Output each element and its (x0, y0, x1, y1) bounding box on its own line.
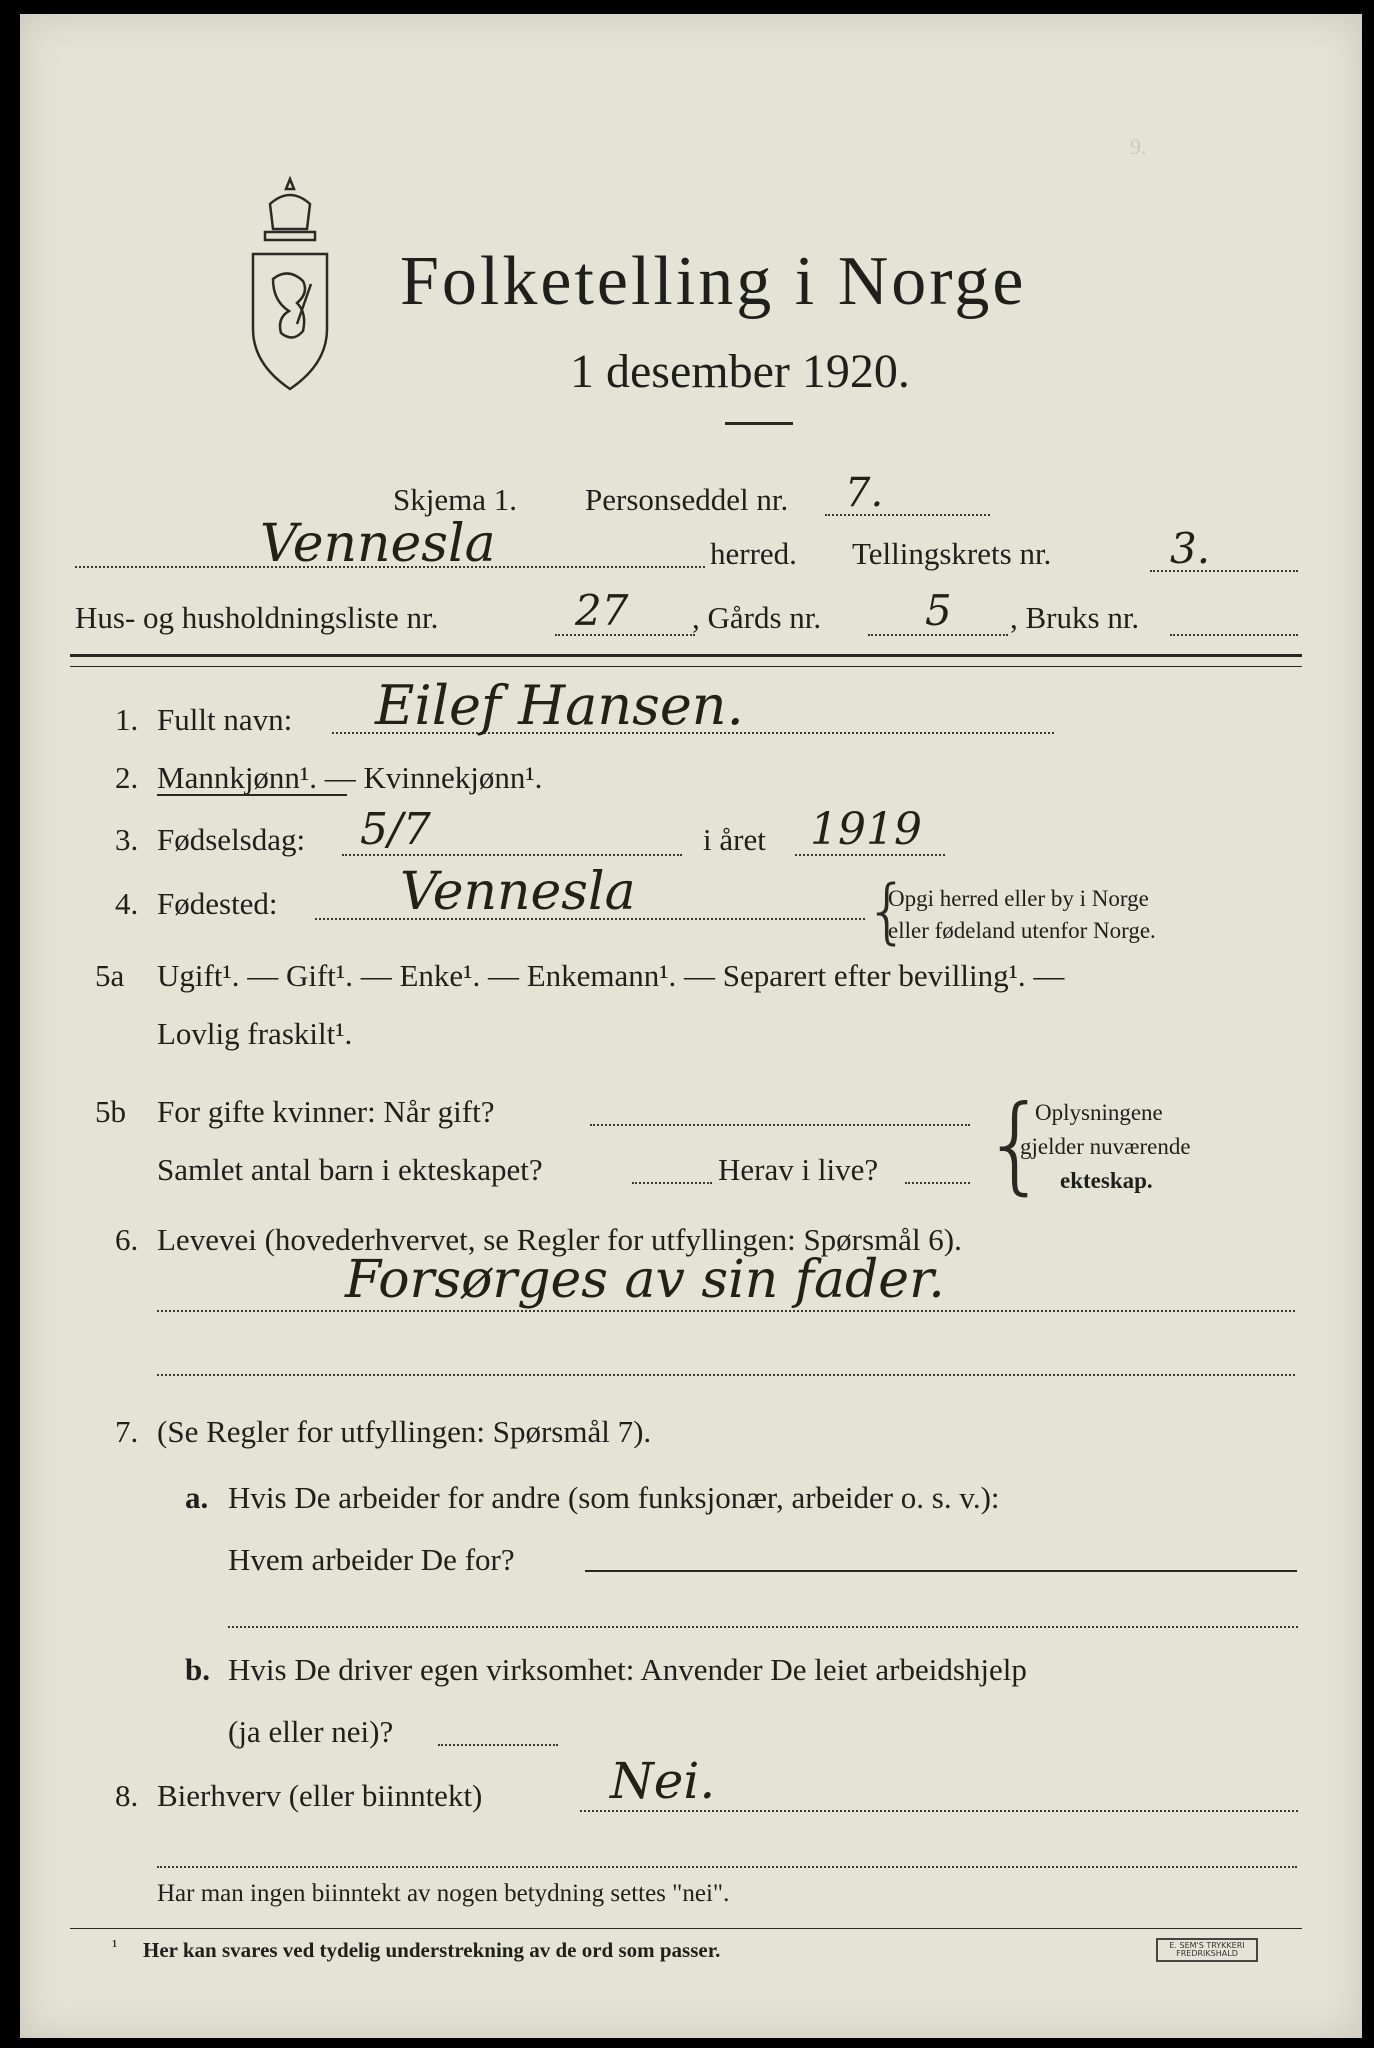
q5b-children-label: Samlet antal barn i ekteskapet? (157, 1152, 543, 1187)
q7b-field-line (438, 1744, 558, 1746)
bruks-label: , Bruks nr. (1010, 600, 1140, 635)
full-name-value: Eilef Hansen. (375, 674, 744, 737)
form-title: Folketelling i Norge (400, 243, 1027, 320)
q5b-note-line1: Oplysningene (1035, 1100, 1163, 1125)
q6-number: 6. (115, 1222, 139, 1257)
occupation-value: Forsørges av sin fader. (345, 1250, 945, 1310)
header-rule-top (70, 654, 1302, 657)
census-form-page (20, 14, 1362, 2038)
header-rule-bottom (70, 666, 1302, 667)
gards-value: 5 (925, 586, 952, 635)
bruks-field-line (1170, 634, 1298, 636)
q8-field-line1 (580, 1810, 1298, 1812)
q5a-options-line2: Lovlig fraskilt¹. (157, 1016, 353, 1051)
q6-label: Levevei (hovederhvervet, se Regler for utfyllingen: Spørsmål 6). (157, 1222, 962, 1257)
q5a-number: 5a (95, 958, 125, 993)
q7a-letter: a. (185, 1480, 209, 1515)
q7b-line2: (ja eller nei)? (228, 1714, 394, 1749)
q7b-letter: b. (185, 1652, 210, 1687)
side-income-value: Nei. (610, 1752, 716, 1810)
q1-number: 1. (115, 702, 139, 737)
q8-field-line2 (157, 1866, 1297, 1868)
q2-gender-options: Mannkjønn¹. — Kvinnekjønn¹. (157, 760, 543, 795)
q2-number: 2. (115, 760, 139, 795)
q4-number: 4. (115, 886, 139, 921)
footer-rule (70, 1928, 1302, 1929)
q7b-line1: Hvis De driver egen virksomhet: Anvender De leiet arbeidshjelp (228, 1652, 1027, 1687)
husliste-label: Hus- og husholdningsliste nr. (75, 600, 439, 635)
q7a-field-line1 (585, 1570, 1297, 1572)
q6-field-line1 (157, 1310, 1295, 1312)
personseddel-label: Personseddel nr. (585, 482, 789, 517)
q5b-children-field (632, 1182, 712, 1184)
q7-label: (Se Regler for utfyllingen: Spørsmål 7). (157, 1414, 652, 1449)
q3-label: Fødselsdag: (157, 822, 306, 857)
norwegian-coat-of-arms-icon (235, 174, 345, 399)
q2-mannkjonn-underline (157, 794, 347, 796)
birth-year-value: 1919 (810, 804, 922, 855)
footer-note: Har man ingen biinntekt av nogen betydning settes "nei". (157, 1880, 730, 1907)
q5b-note-line2: gjelder nuværende (1020, 1134, 1191, 1159)
schema-label: Skjema 1. (393, 482, 517, 517)
gards-label: , Gårds nr. (692, 600, 822, 635)
q5b-alive-field (905, 1182, 970, 1184)
q1-label: Fullt navn: (157, 702, 293, 737)
q4-label: Fødested: (157, 886, 278, 921)
q3-number: 3. (115, 822, 139, 857)
q5b-brace: { (982, 1083, 1049, 1205)
q6-field-line2 (157, 1374, 1295, 1376)
personseddel-value: 7. (845, 470, 884, 516)
q5b-alive-label: Herav i live? (718, 1152, 879, 1187)
q8-number: 8. (115, 1778, 139, 1813)
q7-number: 7. (115, 1414, 139, 1449)
q7a-line1: Hvis De arbeider for andre (som funksjonær, arbeider o. s. v.): (228, 1480, 1000, 1515)
q7a-field-line2 (228, 1626, 1298, 1628)
q5b-note-line3: ekteskap. (1060, 1168, 1153, 1193)
herred-value: Vennesla (260, 514, 496, 574)
q5b-when-married-label: For gifte kvinner: Når gift? (157, 1094, 495, 1129)
tellingskrets-label: Tellingskrets nr. (852, 536, 1052, 571)
bleed-through-text: 9. (1130, 134, 1147, 159)
q5a-options-line1: Ugift¹. — Gift¹. — Enke¹. — Enkemann¹. — Separert efter bevilling¹. — (157, 958, 1065, 993)
birthday-value: 5/7 (360, 804, 431, 855)
q3-year-label: i året (703, 822, 766, 857)
footnote-mark: ¹ (112, 1936, 118, 1956)
census-date: 1 desember 1920. (570, 345, 910, 398)
herred-label: herred. (710, 536, 797, 571)
husliste-value: 27 (575, 586, 629, 635)
q8-label: Bierhverv (eller biinntekt) (157, 1778, 483, 1813)
q4-brace: { (865, 870, 910, 952)
q4-note-line2: eller fødeland utenfor Norge. (888, 918, 1156, 943)
birthplace-value: Vennesla (400, 862, 636, 922)
printer-stamp: E. SEM'S TRYKKERI FREDRIKSHALD (1156, 1938, 1258, 1962)
tellingskrets-value: 3. (1170, 524, 1211, 573)
q4-note-line1: Opgi herred eller by i Norge (888, 886, 1149, 911)
q5b-when-married-field (590, 1124, 970, 1126)
q7a-line2: Hvem arbeider De for? (228, 1542, 515, 1577)
footnote-text: Her kan svares ved tydelig understrekning av de ord som passer. (143, 1938, 721, 1962)
title-divider (725, 422, 793, 425)
q5b-number: 5b (95, 1094, 126, 1129)
